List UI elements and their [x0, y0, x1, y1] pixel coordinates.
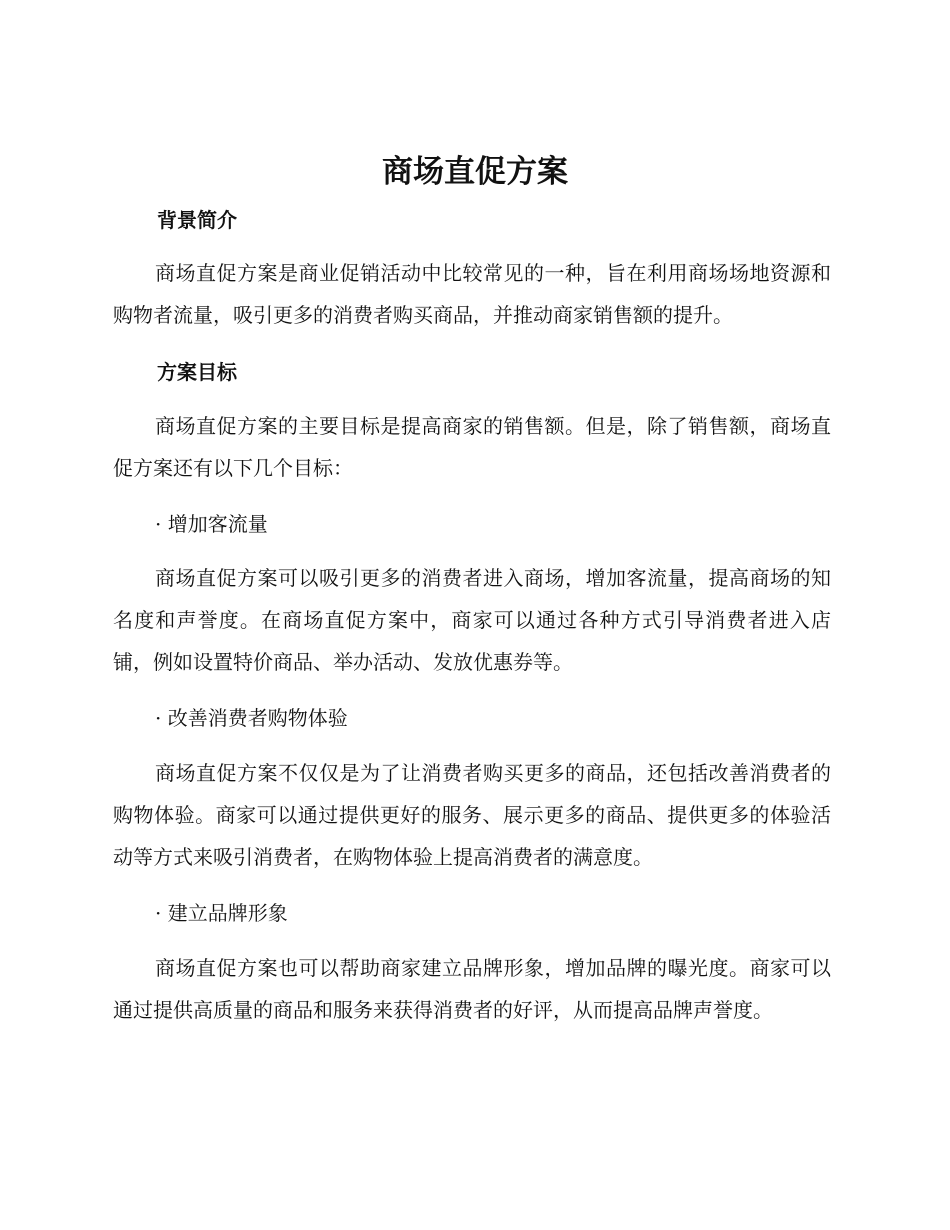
paragraph-traffic: 商场直促方案可以吸引更多的消费者进入商场，增加客流量，提高商场的知名度和声誉度。在商场直促方案中，商家可以通过各种方式引导消费者进入店铺，例如设置特价商品、举办活动、发放优惠券等。: [113, 566, 831, 674]
paragraph-brand: 商场直促方案也可以帮助商家建立品牌形象，增加品牌的曝光度。商家可以通过提供高质量的商品和服务来获得消费者的好评，从而提高品牌声誉度。: [113, 956, 831, 1022]
paragraph-goals: 商场直促方案的主要目标是提高商家的销售额。但是，除了销售额，商场直促方案还有以下几个目标：: [113, 414, 831, 480]
paragraph-experience: 商场直促方案不仅仅是为了让消费者购买更多的商品，还包括改善消费者的购物体验。商家可以通过提供更好的服务、展示更多的商品、提供更多的体验活动等方式来吸引消费者，在购物体验上提高消费者的满意度。: [113, 761, 831, 869]
section-heading-background: 背景简介: [157, 208, 237, 232]
document-title: 商场直促方案: [382, 154, 568, 190]
section-heading-goals: 方案目标: [157, 360, 237, 384]
bullet-item-traffic: · 增加客流量: [155, 512, 268, 536]
bullet-item-experience: · 改善消费者购物体验: [155, 706, 348, 730]
paragraph-background: 商场直促方案是商业促销活动中比较常见的一种，旨在利用商场场地资源和购物者流量，吸引更多的消费者购买商品，并推动商家销售额的提升。: [113, 261, 831, 327]
bullet-item-brand: · 建立品牌形象: [155, 901, 288, 925]
